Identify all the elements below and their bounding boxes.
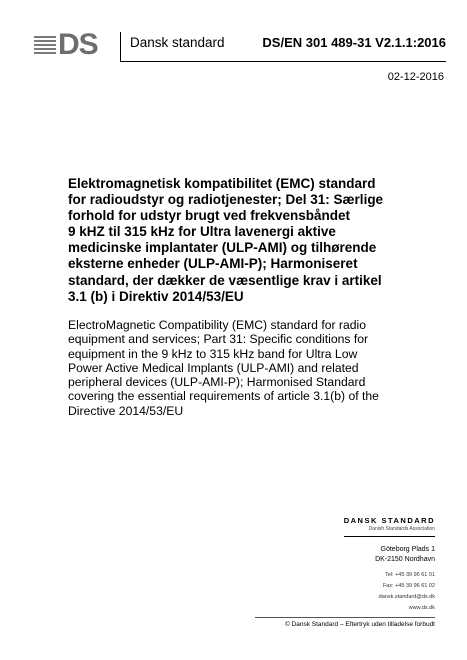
title-english — [68, 318, 398, 418]
title-english-line: ElectroMagnetic Compatibility (EMC) standard for radio — [68, 318, 367, 332]
title-danish — [68, 176, 398, 305]
title-english-line: covering the essential requirements of article 3.1(b) of the — [68, 389, 379, 404]
header-divider-horizontal — [120, 61, 446, 62]
title-danish-line: medicinske implantater (ULP-AMI) og tilhørende — [68, 240, 377, 256]
ds-logo — [34, 28, 114, 62]
address-line: DK-2150 Nordhavn — [375, 555, 435, 563]
title-english-line: equipment and services; Part 31: Specific conditions for — [68, 332, 369, 347]
title-danish-line: 3.1 (b) i Direktiv 2014/53/EU — [68, 288, 244, 304]
standard-number: DS/EN 301 489-31 V2.1.1:2016 — [262, 35, 446, 50]
email: dansk.standard@ds.dk — [378, 594, 435, 600]
title-english-line: Directive 2014/53/EU — [68, 403, 184, 418]
title-danish-line: 9 kHZ til 315 kHz for Ultra lavenergi aktive — [68, 224, 336, 240]
header — [34, 28, 446, 62]
title-english-line: equipment in the 9 kHz to 315 kHz band for Ultra Low — [68, 346, 358, 361]
title-danish-line: standard, der dækker de væsentlige krav i artikel — [68, 272, 382, 288]
title-english-line: peripheral devices (ULP-AMI-P); Harmonised Standard — [68, 375, 366, 390]
title-english-line: Power Active Medical Implants (ULP-AMI) and related — [68, 360, 359, 375]
copyright-notice: © Dansk Standard – Eftertryk uden tilladelse forbudt — [284, 621, 435, 628]
title-danish-line: for radioudstyr og radiotjenester; Del 31: Særlige — [68, 192, 384, 208]
title-danish-line: eksterne enheder (ULP-AMI-P); Harmoniseret — [68, 256, 358, 272]
organization-subtitle: Danish Standards Association — [344, 526, 435, 537]
contact-info — [344, 570, 435, 614]
footer-divider — [255, 617, 435, 618]
logo-stripes-icon — [34, 36, 56, 58]
address-line: Göteborg Plads 1 — [380, 546, 435, 553]
address — [344, 545, 435, 564]
publisher-name: Dansk standard — [130, 35, 225, 50]
logo-text: DS — [58, 28, 98, 61]
header-divider-vertical — [120, 32, 121, 62]
organization-block — [344, 516, 435, 614]
organization-name: DANSK STANDARD — [343, 516, 435, 525]
title-danish-line: forhold for udstyr brugt ved frekvensbåndet — [68, 208, 351, 224]
publication-date: 02-12-2016 — [387, 71, 444, 83]
title-danish-line: Elektromagnetisk kompatibilitet (EMC) standard — [68, 176, 376, 191]
fax: Fax: +45 39 96 61 02 — [382, 583, 435, 589]
website: www.ds.dk — [408, 605, 435, 611]
tel: Tel: +45 39 96 61 01 — [385, 572, 435, 578]
